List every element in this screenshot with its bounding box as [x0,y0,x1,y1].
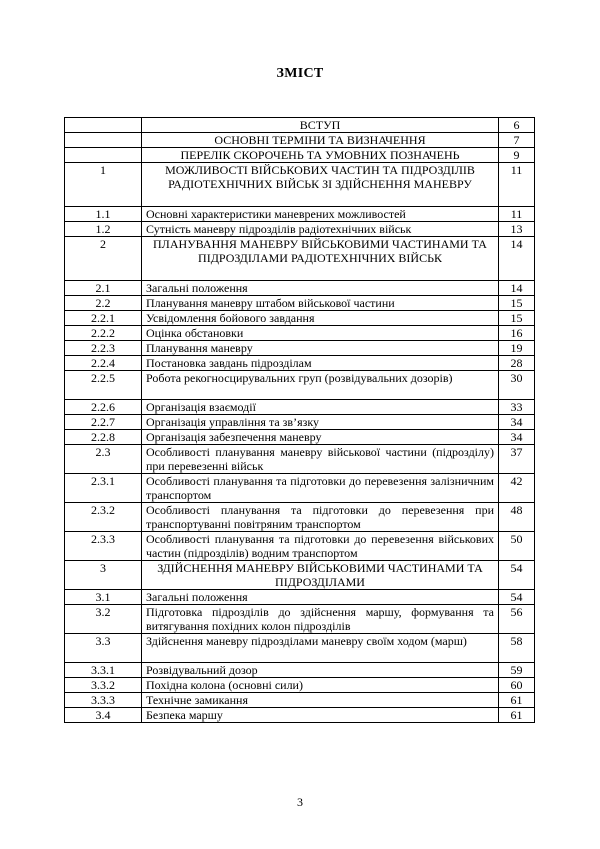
toc-page-number: 6 [499,118,535,133]
toc-entry-title: ПЛАНУВАННЯ МАНЕВРУ ВІЙСЬКОВИМИ ЧАСТИНАМИ ТА ПІДРОЗДІЛАМИ РАДІОТЕХНІЧНИХ ВІЙСЬК [142,237,499,281]
toc-row [65,474,535,503]
toc-section-number [65,148,142,163]
toc-section-number: 2 [65,237,142,281]
page-title: ЗМІСТ [276,66,324,81]
toc-entry-title: Технічне замикання [142,693,499,708]
toc-row [65,708,535,723]
toc-entry-title: Особливості планування та підготовки до перевезення військових частин (підрозділів) водним транспортом [142,532,499,561]
toc-section-number: 1 [65,163,142,207]
toc-page-number: 48 [499,503,535,532]
toc-page-number: 11 [499,163,535,207]
toc-row [65,371,535,400]
toc-entry-title: Здійснення маневру підрозділами маневру своїм ходом (марш) [142,634,499,663]
toc-entry-title: ПЕРЕЛІК СКОРОЧЕНЬ ТА УМОВНИХ ПОЗНАЧЕНЬ [142,148,499,163]
toc-section-number: 1.2 [65,222,142,237]
toc-page-number: 15 [499,311,535,326]
toc-section-number: 2.2.3 [65,341,142,356]
toc-row [65,503,535,532]
toc-entry-title: Планування маневру штабом військової частини [142,296,499,311]
toc-section-number: 3.3 [65,634,142,663]
toc-page-number: 14 [499,281,535,296]
toc-row [65,163,535,207]
toc-row [65,222,535,237]
toc-section-number: 1.1 [65,207,142,222]
toc-page-number: 50 [499,532,535,561]
toc-row [65,400,535,415]
toc-section-number: 2.2.8 [65,430,142,445]
toc-row [65,415,535,430]
toc-row [65,207,535,222]
toc-entry-title: Організація управління та зв’язку [142,415,499,430]
toc-entry-title: МОЖЛИВОСТІ ВІЙСЬКОВИХ ЧАСТИН ТА ПІДРОЗДІЛІВ РАДІОТЕХНІЧНИХ ВІЙСЬК ЗІ ЗДІЙСНЕННЯ МАНЕВРУ [142,163,499,207]
toc-row [65,237,535,281]
toc-section-number: 3.3.2 [65,678,142,693]
toc-row [65,326,535,341]
toc-page-number: 19 [499,341,535,356]
toc-row [65,678,535,693]
toc-section-number [65,133,142,148]
toc-row [65,532,535,561]
toc-page-number: 7 [499,133,535,148]
toc-entry-title: Постановка завдань підрозділам [142,356,499,371]
toc-page-number: 61 [499,693,535,708]
toc-row [65,133,535,148]
toc-entry-title: Розвідувальний дозор [142,663,499,678]
toc-entry-title: ВСТУП [142,118,499,133]
toc-page-number: 37 [499,445,535,474]
toc-entry-title: Особливості планування та підготовки до перевезення залізничним транспортом [142,474,499,503]
toc-entry-title: ЗДІЙСНЕННЯ МАНЕВРУ ВІЙСЬКОВИМИ ЧАСТИНАМИ ТА ПІДРОЗДІЛАМИ [142,561,499,590]
toc-entry-title: Сутність маневру підрозділів радіотехнічних військ [142,222,499,237]
toc-page-number: 34 [499,415,535,430]
toc-section-number: 2.3 [65,445,142,474]
toc-page-number: 58 [499,634,535,663]
toc-row [65,693,535,708]
toc-page-number: 33 [499,400,535,415]
toc-row [65,281,535,296]
toc-page-number: 16 [499,326,535,341]
toc-row [65,148,535,163]
toc-page-number: 30 [499,371,535,400]
toc-page-number: 60 [499,678,535,693]
toc-entry-title: Безпека маршу [142,708,499,723]
toc-page-number: 56 [499,605,535,634]
toc-row [65,590,535,605]
toc-entry-title: Робота рекогносцирувальних груп (розвідувальних дозорів) [142,371,499,400]
toc-section-number: 2.3.2 [65,503,142,532]
toc-page-number: 28 [499,356,535,371]
table-of-contents [64,117,535,723]
toc-section-number: 2.2.4 [65,356,142,371]
page-number: 3 [297,795,303,809]
toc-entry-title: Основні характеристики маневрених можливостей [142,207,499,222]
toc-entry-title: Планування маневру [142,341,499,356]
toc-page-number: 9 [499,148,535,163]
toc-section-number: 2.3.3 [65,532,142,561]
toc-entry-title: Організація забезпечення маневру [142,430,499,445]
toc-section-number: 3.1 [65,590,142,605]
toc-section-number: 2.2.6 [65,400,142,415]
toc-row [65,634,535,663]
toc-section-number: 2.2 [65,296,142,311]
toc-section-number: 3.3.3 [65,693,142,708]
toc-entry-title: Похідна колона (основні сили) [142,678,499,693]
toc-entry-title: Організація взаємодії [142,400,499,415]
toc-row [65,561,535,590]
toc-page-number: 15 [499,296,535,311]
toc-section-number: 2.2.5 [65,371,142,400]
toc-page-number: 13 [499,222,535,237]
toc-section-number: 3.2 [65,605,142,634]
toc-row [65,296,535,311]
toc-page-number: 54 [499,561,535,590]
toc-section-number: 2.2.2 [65,326,142,341]
toc-section-number: 3.3.1 [65,663,142,678]
toc-section-number: 2.1 [65,281,142,296]
toc-section-number: 3 [65,561,142,590]
toc-entry-title: Загальні положення [142,281,499,296]
toc-section-number: 3.4 [65,708,142,723]
toc-page-number: 34 [499,430,535,445]
toc-section-number: 2.3.1 [65,474,142,503]
toc-row [65,445,535,474]
toc-row [65,311,535,326]
toc-entry-title: Усвідомлення бойового завдання [142,311,499,326]
toc-section-number: 2.2.1 [65,311,142,326]
toc-row [65,605,535,634]
toc-entry-title: Оцінка обстановки [142,326,499,341]
toc-section-number: 2.2.7 [65,415,142,430]
toc-page-number: 11 [499,207,535,222]
toc-entry-title: Підготовка підрозділів до здійснення маршу, формування та витягування похідних колон підрозділів [142,605,499,634]
toc-row [65,341,535,356]
toc-row [65,118,535,133]
toc-page-number: 59 [499,663,535,678]
toc-entry-title: ОСНОВНІ ТЕРМІНИ ТА ВИЗНАЧЕННЯ [142,133,499,148]
toc-entry-title: Особливості планування та підготовки до перевезення при транспортуванні повітряним транспортом [142,503,499,532]
toc-page-number: 61 [499,708,535,723]
toc-page-number: 42 [499,474,535,503]
toc-section-number [65,118,142,133]
toc-page-number: 54 [499,590,535,605]
toc-entry-title: Особливості планування маневру військової частини (підрозділу) при перевезенні військ [142,445,499,474]
toc-page-number: 14 [499,237,535,281]
toc-row [65,430,535,445]
toc-entry-title: Загальні положення [142,590,499,605]
toc-row [65,356,535,371]
toc-row [65,663,535,678]
